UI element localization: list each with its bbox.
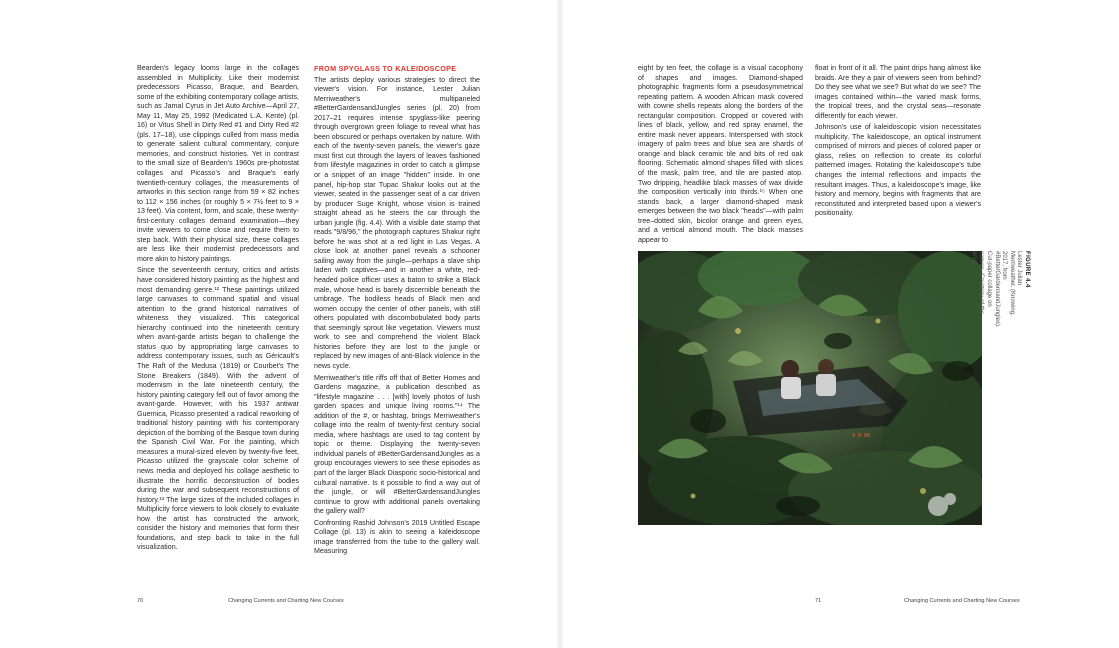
figure-caption-text: Lester Julian Merriweather, (Knowing, 2017, from #BetterGardensandJungles). Cut-paper collage on canvas. Courtesy of the artist. [970, 251, 1023, 328]
figure-caption [970, 251, 1030, 328]
paragraph: Merriweather's title riffs off that of Better Homes and Gardens magazine, a publication described as "lifestyle magazine . . . [with] lovely photos of lush garden spaces and unique living rooms."¹⁴ The addition of the #, or hashtag, brings Merriweather's collage into the realm of twenty-first century social media, where hashtags are used to tag content by topic or theme. Displaying the twenty-seven individual panels of #BetterGardensandJungles as a group encourages viewers to see these episodes as part of the larger Black Diasporic socio-historical and cultural narrative. Is it possible to find a way out of the jungle, or will #BetterGardensandJungles continue to grow with additional panels overtaking the gallery wall? [314, 373, 480, 516]
paragraph: The artists deploy various strategies to direct the viewer's vision. For instance, Lester Julian Merriweather's multipaneled #BetterGardensandJungles series (pl. 20) from 2017–21 requires intense spyglass-like peering through overgrown green foliage to reveal what has been obscured or perhaps overtaken by nature. With each of the twenty-seven panels, the viewer's gaze must first cut through the layers of leaves fashioned from lifestyle magazines in order to catch a glimpse or a snippet of an image "hidden" inside. In one panel, hip-hop star Tupac Shakur looks out at the viewer, seated in the passenger seat of a car driven by producer Suge Knight, whose vision is trained straight ahead as he steers the car through the urban jungle (fig. 4.4). With a visible date stamp that reads "9/8/96," the photograph captures Shakur right before he was shot at a red light in Las Vegas. A close look at another panel reveals a schooner sailing away from the jungle—perhaps a slave ship laden with captives—and in another a white, red-headed police officer uses a baton to strike a Black male, whose head is barely discernible beneath the umbrage. The bodiless heads of Black men and women occupy the center of other panels, with still others populated with discombobulated body parts that seemingly sprout like vegetation. Viewers must work to see and comprehend the violent Black histories before they are lost to the jungle or replaced by new images of anti-Black violence in the news cycle. [314, 75, 480, 370]
paragraph: eight by ten feet, the collage is a visual cacophony of shapes and images. Diamond-shaped photographic fragments form a pseudosymmetrical repeating pattern. A wooden African mask covered with cowrie shells repeats along the borders of the rectangular composition. Cropped or covered with lines of black, yellow, and red spray enamel, the entire mask never appears. Interspersed with stock imagery of palm trees and blue sea are shards of orange and black ceramic tile and bits of red oak flooring. Schematic almond shapes filled with slices of the mask, palm tree, and tile are pasted atop. Two dripping, headlike black masses of wax divide the composition vertically into thirds.¹⁵ When one stands back, a larger diamond-shaped mask emerges between the two black "heads"—with palm tree–dotted skin, bicolor orange and green eyes, and a vertical almond mouth. The black masses appear to [638, 64, 803, 244]
running-footer-left: Changing Currents and Charting New Courses [228, 598, 344, 604]
section-heading: FROM SPYGLASS TO KALEIDOSCOPE [314, 64, 457, 73]
paragraph: float in front of it all. The paint drips hang almost like braids. Are they a pair of viewers seen from behind? Do they see what we see? But what do we see? The images contained within—the varied mask forms, the tropical trees, and the crystal seas—resonate differently for each viewer. [815, 64, 981, 120]
right-column-2 [815, 64, 981, 221]
book-gutter [557, 0, 563, 648]
left-column-1 [137, 64, 299, 555]
right-column-1 [638, 64, 803, 247]
left-column-2 [314, 64, 480, 559]
paragraph: Confronting Rashid Johnson's 2019 Untitled Escape Collage (pl. 13) is akin to seeing a kaleidoscope image transferred from the tube to the gallery wall. Measuring [314, 518, 480, 556]
page-number-right: 71 [815, 598, 822, 604]
svg-text:9 8 96: 9 8 96 [852, 433, 871, 439]
jungle-collage-illustration [638, 251, 982, 525]
running-footer-right: Changing Currents and Charting New Courses [904, 598, 1020, 604]
page-number-left: 70 [137, 598, 144, 604]
figure-label: FIGURE 4.4 [1024, 251, 1030, 288]
paragraph: Bearden's legacy looms large in the collages assembled in Multiplicity. Like their modernist predecessors Picasso, Braque, and Bearden, some of the exhibiting contemporary collage artists, such as Jamal Cyrus in Jet Auto Archive—April 27, May 11, May 25, 1992 (Medicated L.A. Kente) (pl. 16) or Vitus Shell in Dirty Red #1 and Dirty Red #2 (pls. 17–18), use clippings culled from mass media to generate salient cultural commentary, conjure memories, and construct histories. Yet in contrast to the small size of Bearden's 1960s pre-photostat collages and Picasso's and Braque's early twentieth-century collages, the measurements of artworks in this section range from 59 × 82 inches to 112 × 156 inches (or roughly 5 × 7½ feet to 9 × 13 feet). Via content, form, and scale, these twenty-first-century collages demand examination—they invite viewers to come close and require them to step back. With their physical size, these collages are less like their modernist predecessors and more akin to history paintings. [137, 64, 299, 263]
figure-collage-image [638, 251, 982, 525]
paragraph: Since the seventeenth century, critics and artists have considered history painting as the highest and most demanding genre.¹² These paintings utilized large canvases to command spatial and visual attention to the grand historical narratives of whiteness they visualized. This categorical hierarchy continued into the nineteenth century when avant-garde artists began to challenge the status quo by appropriating large canvases to address contemporary issues, such as Géricault's The Raft of the Medusa (1819) or Courbet's The Stone Breakers (1849). With the advent of modernism in the late nineteenth century, the history painting category fell out of favor among the avant-garde. However, with his 1937 antiwar Guernica, Picasso presented a radical reworking of traditional history painting with his contemporary depiction of the bombing of the Basque town during the Spanish Civil War. For the painting, which measures a mural-sized eleven by twenty-five feet, Picasso utilized the grayscale color scheme of news media and deployed his collage aesthetic to illustrate the horrific deconstruction of bodies during the war and subsequent reconstructions of history.¹³ The large sizes of the included collages in Multiplicity force viewers to look closely to evaluate how the artist has constructed the artwork, consider the history and memories that form their foundations, and step back to take in the full visualization. [137, 266, 299, 552]
paragraph: Johnson's use of kaleidoscopic vision necessitates multiplicity. The kaleidoscope, an optical instrument comprised of mirrors and pieces of colored paper or glass, relies on reflection to create its colorful patterned images. Rotating the kaleidoscope's tube changes the internal reflections and impacts the resultant images. Thus, a kaleidoscope's image, like history and memory, begins with fragments that are reconstituted and interpreted based upon a viewer's positionality. [815, 123, 981, 218]
